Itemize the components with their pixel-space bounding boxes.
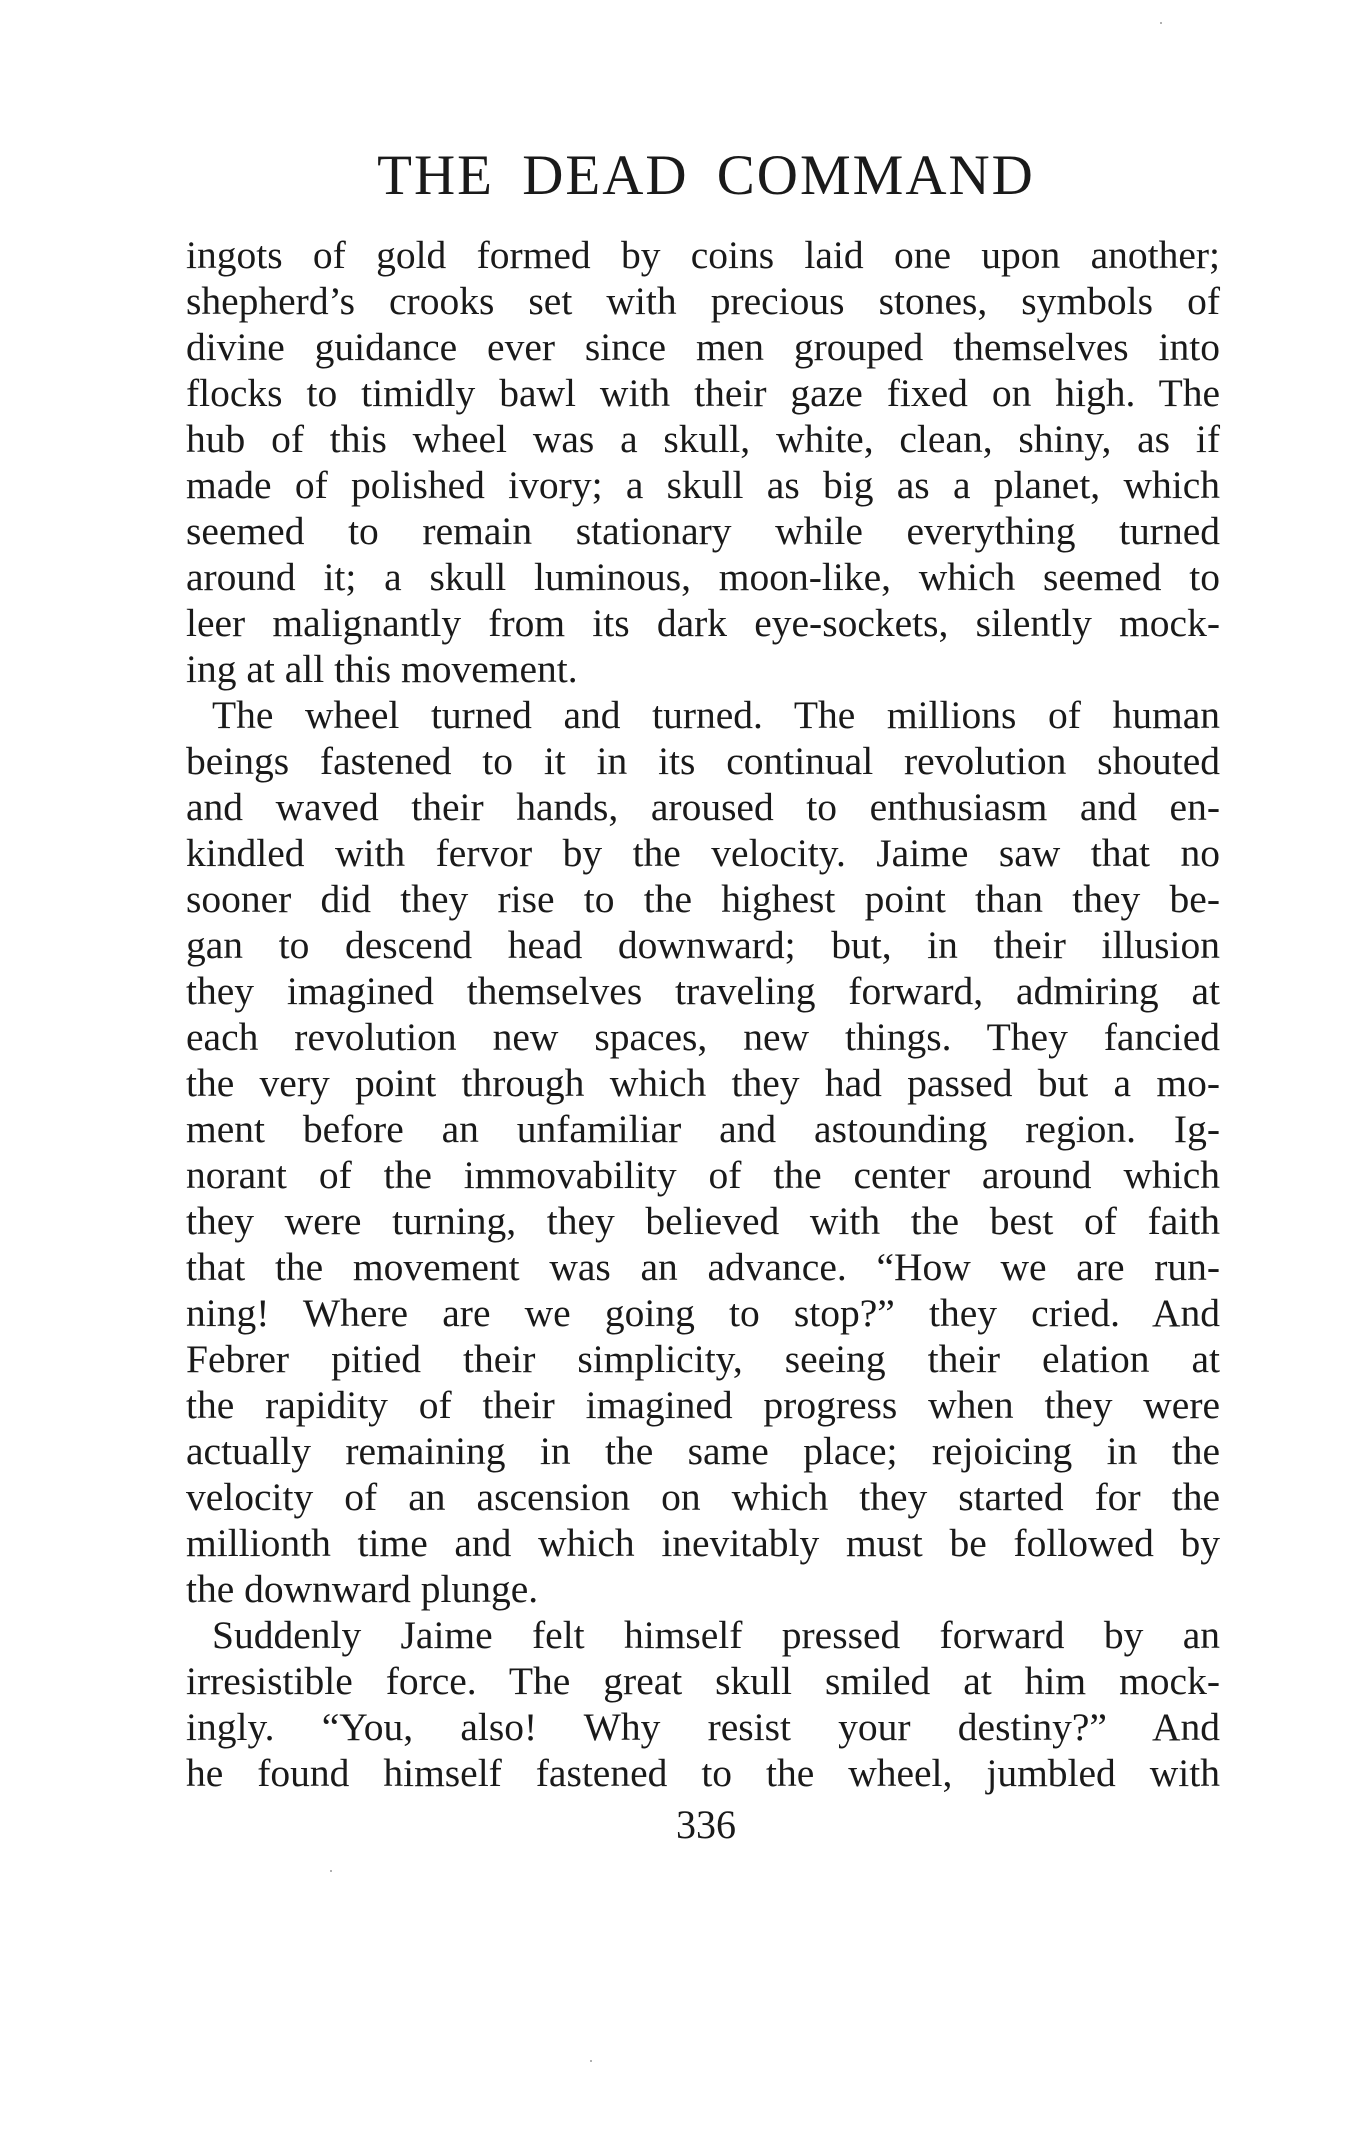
paragraph [186, 232, 1220, 692]
text-line: divine guidance ever since men grouped themselves into [186, 325, 1220, 369]
text-line: the very point through which they had passed but a mo- [186, 1061, 1220, 1105]
page-number: 336 [676, 1802, 736, 1847]
text-line: ment before an unfamiliar and astounding region. Ig- [186, 1107, 1220, 1151]
paragraph [186, 692, 1220, 1612]
text-line: flocks to timidly bawl with their gaze fixed on high. The [186, 371, 1220, 415]
text-line: ingly. “You, also! Why resist your destiny?” And [186, 1705, 1220, 1749]
paragraph [186, 1612, 1220, 1796]
text-line: that the movement was an advance. “How we are run- [186, 1245, 1220, 1289]
body-text [186, 232, 1220, 1796]
text-line: seemed to remain stationary while everything turned [186, 509, 1220, 553]
text-line: sooner did they rise to the highest point than they be- [186, 877, 1220, 921]
running-title: THE DEAD COMMAND [377, 144, 1035, 207]
text-line: made of polished ivory; a skull as big as a planet, which [186, 463, 1220, 507]
text-line: shepherd’s crooks set with precious stones, symbols of [186, 279, 1220, 323]
text-line: The wheel turned and turned. The millions of human [212, 693, 1220, 737]
text-line: millionth time and which inevitably must be followed by [186, 1521, 1220, 1565]
text-line: actually remaining in the same place; rejoicing in the [186, 1429, 1220, 1473]
text-line: they were turning, they believed with the best of faith [186, 1199, 1220, 1243]
text-line: Febrer pitied their simplicity, seeing their elation at [186, 1337, 1220, 1381]
text-line: around it; a skull luminous, moon-like, which seemed to [186, 555, 1220, 599]
scan-speck [330, 1870, 332, 1872]
text-line: hub of this wheel was a skull, white, clean, shiny, as if [186, 417, 1220, 461]
text-line: the rapidity of their imagined progress when they were [186, 1383, 1220, 1427]
text-line: ing at all this movement. [186, 647, 578, 691]
text-line: he found himself fastened to the wheel, jumbled with [186, 1751, 1220, 1795]
text-line: kindled with fervor by the velocity. Jaime saw that no [186, 831, 1220, 875]
scan-speck [1160, 22, 1162, 24]
text-line: beings fastened to it in its continual revolution shouted [186, 739, 1220, 783]
text-line: ning! Where are we going to stop?” they cried. And [186, 1291, 1220, 1335]
text-line: and waved their hands, aroused to enthusiasm and en- [186, 785, 1220, 829]
text-line: irresistible force. The great skull smiled at him mock- [186, 1659, 1220, 1703]
scan-speck [590, 2060, 592, 2062]
text-line: ingots of gold formed by coins laid one upon another; [186, 233, 1220, 277]
text-line: they imagined themselves traveling forward, admiring at [186, 969, 1220, 1013]
text-line: the downward plunge. [186, 1567, 539, 1611]
text-line: each revolution new spaces, new things. They fancied [186, 1015, 1220, 1059]
text-line: Suddenly Jaime felt himself pressed forward by an [212, 1613, 1220, 1657]
text-line: leer malignantly from its dark eye-sockets, silently mock- [186, 601, 1220, 645]
text-line: norant of the immovability of the center around which [186, 1153, 1220, 1197]
text-line: gan to descend head downward; but, in their illusion [186, 923, 1220, 967]
text-line: velocity of an ascension on which they started for the [186, 1475, 1220, 1519]
